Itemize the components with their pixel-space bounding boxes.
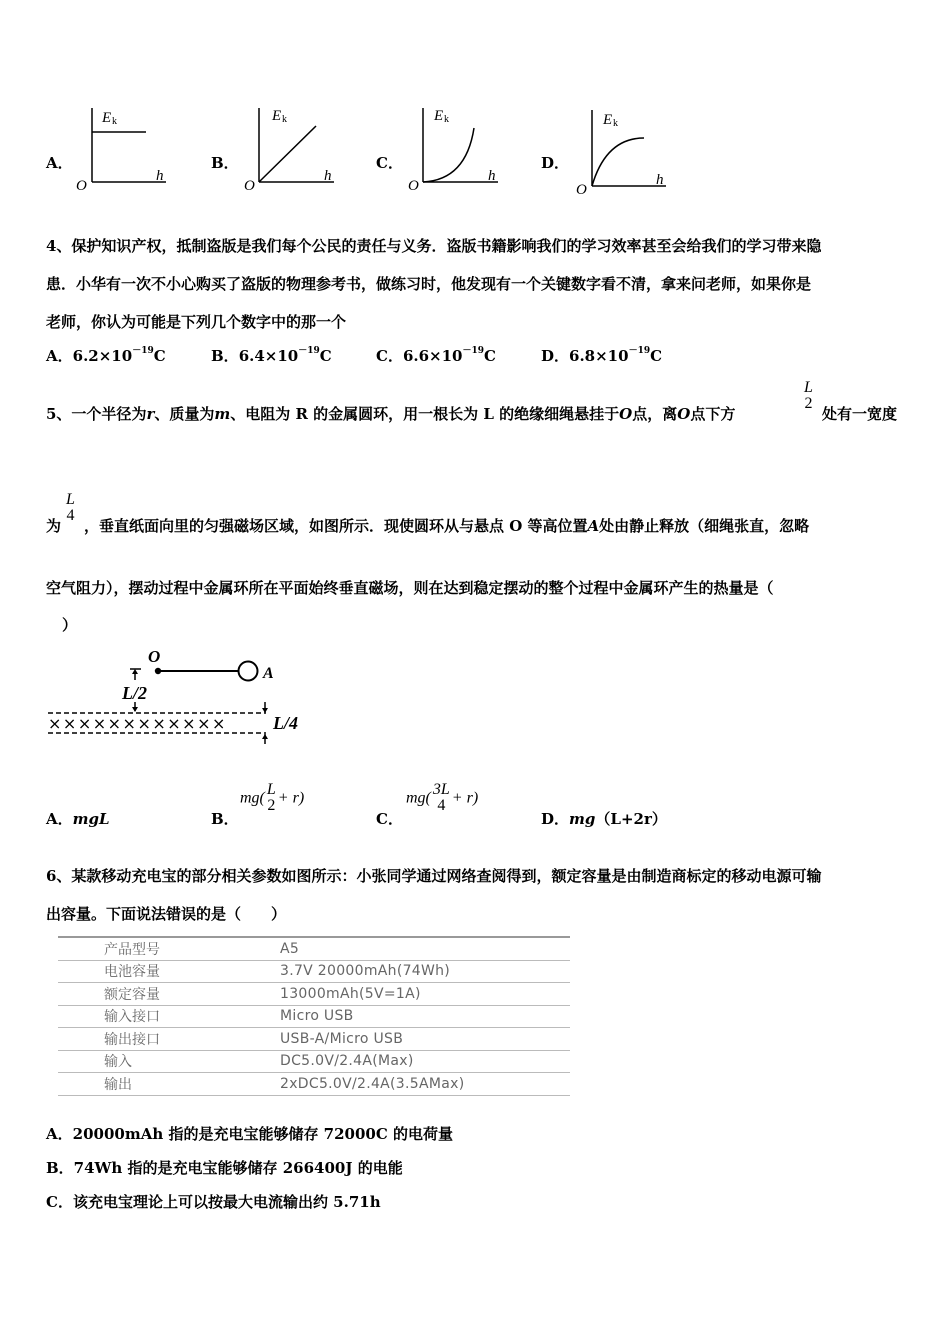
spec-key: 电池容量: [58, 960, 280, 983]
y-axis-label: E: [603, 112, 613, 128]
q5-pendulum-figure: [44, 644, 314, 754]
origin-label: O: [576, 182, 587, 198]
x-axis-label: h: [156, 168, 164, 184]
table-row: [58, 1028, 570, 1051]
q6-option-c: C．该充电宝理论上可以按最大电流输出约 5.71h: [46, 1193, 381, 1211]
x-axis-label: h: [656, 172, 664, 188]
q5-line-1-end: 处有一宽度: [822, 405, 898, 423]
y-axis-label: E: [272, 108, 282, 124]
spec-key: 输出: [58, 1073, 280, 1096]
q5-line-1: 5、一个半径为r、质量为m、电阻为 R 的金属圆环，用一根长为 L 的绝缘细绳悬挂于O点，离O点下方: [46, 405, 736, 423]
q3-option-c-letter: C．: [376, 154, 403, 172]
pivot-label: O: [148, 647, 161, 666]
q3-graph-b: [240, 100, 350, 195]
q6-option-a: A．20000mAh 指的是充电宝能够储存 72000C 的电荷量: [46, 1125, 454, 1143]
magnetic-field-crosses: ××××××××××××: [48, 714, 227, 733]
power-bank-spec-table: [58, 936, 570, 1096]
q5-line-2-start: 为: [46, 517, 62, 535]
table-row: [58, 1073, 570, 1096]
q4-option-c: C．$6.6\times 10^{-19}C$: [376, 346, 496, 365]
origin-label: O: [408, 178, 419, 194]
q5-line-4: ）: [62, 616, 78, 634]
spec-value: USB-A/Micro USB: [280, 1028, 570, 1051]
q4-line-3: 老师，你认为可能是下列几个数字中的那一个: [46, 313, 347, 331]
q3-curve-b: [259, 126, 316, 182]
q5-option-b-letter: B．: [211, 810, 239, 828]
spec-value: DC5.0V/2.4A(Max): [280, 1050, 570, 1073]
q5-option-a: A．mgL: [46, 810, 110, 828]
table-row: [58, 937, 570, 960]
q4-option-d: D．$6.8\times 10^{-19}C$: [541, 346, 663, 365]
ring-label: A: [263, 665, 274, 682]
spec-value: 2xDC5.0V/2.4A(3.5AMax): [280, 1073, 570, 1096]
q6-line-2: 出容量。下面说法错误的是（ ）: [46, 905, 287, 923]
q3-graph-a: [70, 100, 180, 195]
spec-key: 额定容量: [58, 983, 280, 1006]
y-axis-label: E: [434, 108, 444, 124]
half-length-label: L/2: [122, 683, 147, 703]
x-axis-label: h: [324, 168, 332, 184]
q4-option-a: A．$6.2\times 10^{-19}C$: [46, 346, 166, 365]
q4-line-1: 4、保护知识产权，抵制盗版是我们每个公民的责任与义务．盗版书籍影响我们的学习效率甚至会给我们的学习带来隐: [46, 237, 822, 255]
y-axis-subscript: k: [112, 116, 117, 127]
q3-graph-c: [404, 100, 514, 195]
spec-key: 输入: [58, 1050, 280, 1073]
metal-ring: [239, 662, 258, 681]
q6-line-1: 6、某款移动充电宝的部分相关参数如图所示：小张同学通过网络查阅得到，额定容量是由制造商标定的移动电源可输: [46, 867, 822, 885]
q3-option-d-letter: D．: [541, 154, 570, 172]
table-row: [58, 1005, 570, 1028]
q5-option-c-letter: C．: [376, 810, 403, 828]
y-axis-subscript: k: [282, 114, 287, 125]
spec-value: 3.7V 20000mAh(74Wh): [280, 960, 570, 983]
q3-curve-d: [592, 138, 644, 186]
spec-key: 输入接口: [58, 1005, 280, 1028]
table-row: [58, 960, 570, 983]
quarter-length-label: L/4: [273, 713, 298, 733]
q5-line-2: ，垂直纸面向里的匀强磁场区域，如图所示．现使圆环从与悬点 O 等高位置A处由静止释放（细绳张直，忽略: [84, 517, 810, 535]
q4-line-2: 患．小华有一次不小心购买了盗版的物理参考书，做练习时，他发现有一个关键数字看不清，拿来问老师，如果你是: [46, 275, 812, 293]
spec-value: A5: [280, 937, 570, 960]
q5-option-c-formula: mg( 3L 4 + r): [406, 781, 479, 814]
q5-fraction-l-over-2: L 2: [804, 379, 813, 412]
q5-option-d: D．mg（L+2r）: [541, 810, 667, 828]
q3-option-b-letter: B．: [211, 154, 239, 172]
origin-label: O: [244, 178, 255, 194]
spec-value: 13000mAh(5V=1A): [280, 983, 570, 1006]
q3-curve-c: [423, 128, 474, 182]
q3-option-a-letter: A．: [46, 154, 73, 172]
spec-key: 输出接口: [58, 1028, 280, 1051]
table-row: [58, 1050, 570, 1073]
y-axis-label: E: [102, 110, 112, 126]
q3-graph-d: [572, 100, 682, 200]
q4-option-b: B．$6.4\times 10^{-19}C$: [211, 346, 332, 365]
q6-option-b: B．74Wh 指的是充电宝能够储存 266400J 的电能: [46, 1159, 403, 1177]
x-axis-label: h: [488, 168, 496, 184]
y-axis-subscript: k: [444, 114, 449, 125]
origin-label: O: [76, 178, 87, 194]
y-axis-subscript: k: [613, 118, 618, 129]
spec-key: 产品型号: [58, 937, 280, 960]
q5-option-b-formula: mg( L 2 + r): [240, 781, 305, 814]
q5-fraction-l-over-4: L 4: [66, 491, 75, 524]
q5-line-3: 空气阻力），摆动过程中金属环所在平面始终垂直磁场，则在达到稳定摆动的整个过程中金属环产生的热量是（: [46, 579, 774, 597]
table-row: [58, 983, 570, 1006]
spec-value: Micro USB: [280, 1005, 570, 1028]
